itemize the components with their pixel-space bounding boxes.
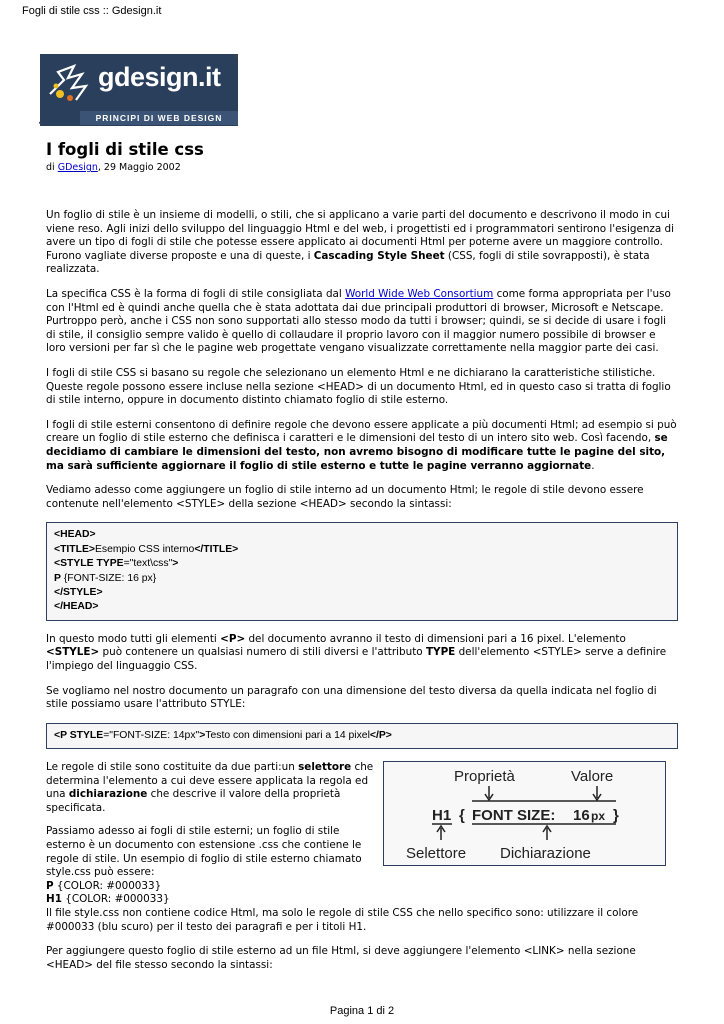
code-text: ="text\css" (123, 558, 173, 570)
diagram-unit: px (591, 809, 606, 824)
paragraph: I fogli di stile CSS si basano su regole che selezionano un elemento Html e ne dichiarano la caratteristiche stilistiche. Queste regole possono essere incluse nella sezione <HEAD> di un documento Html, ed in questo caso si tratta di foglio di stile interno, oppure in documento distinto chiamato foglio di stile esterno. (46, 366, 671, 407)
code-text: ="FONT-SIZE: 14px" (103, 729, 200, 741)
logo-tagline: PRINCIPI DI WEB DESIGN (80, 111, 238, 125)
code-tag: </TITLE> (194, 543, 239, 555)
css-rule-diagram (383, 761, 666, 866)
diagram-label-value: Valore (571, 768, 614, 786)
article-body (46, 209, 678, 983)
w3c-link[interactable]: World Wide Web Consortium (345, 287, 494, 300)
code-block-internal-style (46, 522, 678, 620)
text: del documento avranno il testo di dimensioni pari a 16 pixel. L'elemento (245, 632, 626, 645)
diagram-value: 16 (573, 807, 590, 825)
bold-text: P (46, 879, 54, 892)
paragraph (46, 288, 678, 356)
diagram-label-declaration: Dichiarazione (500, 845, 591, 863)
text: può contenere un qualsiasi numero di stili diversi e l'attributo (99, 646, 426, 659)
text: Passiamo adesso ai fogli di stile esterni; un foglio di stile esterno è un documento con estensione .css che contiene le regole di stile. Un esempio di foglio di stile esterno chiamato style.css può essere: (46, 825, 362, 879)
diagram-label-property: Proprietà (454, 768, 515, 786)
paragraph: Se vogliamo nel nostro documento un paragrafo con una dimensione del testo diversa da quella indicata nel foglio di stile possiamo usare l'attributo STYLE: (46, 684, 657, 711)
code-tag: <HEAD> (54, 529, 96, 541)
text: dell'elemento <STYLE> serve a definire l'impiego del linguaggio CSS. (46, 646, 667, 672)
text: come forma appropriata per l'uso con l'Html ed è quindi anche quella che è stata adottata dai due principali produttori di browser, Microsoft e Netscape. Purtroppo però, anche i CSS non sono supportati allo stesso modo da tutti i browser; quindi, se si decide di usare i fogli di stile, il consiglio sempre valido è quello di collaudare il proprio lavoro con il maggior numero possibile di browser e loro versioni per far sì che le pagine web progettate vengano visualizzate correttamente nella maggior parte dei casi. (46, 287, 671, 355)
byline-prefix: di (46, 162, 58, 173)
code-text: {FONT-SIZE: 16 px} (60, 572, 157, 584)
text: {COLOR: #000033} (61, 893, 170, 906)
code-tag: > (172, 558, 179, 570)
paragraph (46, 761, 376, 815)
code-block-inline-style (46, 723, 678, 749)
diagram-selector: H1 (432, 807, 452, 825)
article-date: , 29 Maggio 2002 (97, 162, 181, 173)
text: In questo modo tutti gli elementi (46, 632, 221, 645)
text: . (591, 459, 595, 472)
bold-text: <STYLE> (46, 646, 100, 659)
article-title: I fogli di stile css (46, 140, 204, 159)
text: (CSS, fogli di stile sovrapposti), è stata realizzata. (46, 249, 650, 276)
code-tag: > (199, 729, 206, 741)
paragraph: Per aggiungere questo foglio di stile esterno ad un file Html, si deve aggiungere l'elemento <LINK> nella sezione <HEAD> del file stesso secondo la sintassi: (46, 945, 636, 971)
css-rule-diagram-svg (384, 762, 665, 865)
paragraph (46, 419, 678, 473)
rule-explanation-section (46, 761, 678, 907)
bold-text: TYPE (425, 646, 456, 659)
diagram-brace-close: } (613, 807, 619, 825)
code-tag: </P> (369, 729, 392, 741)
bold-text: Cascading Style Sheet (313, 249, 445, 262)
paragraph (46, 209, 678, 277)
code-text: Esempio CSS interno (95, 543, 195, 555)
paragraph (46, 825, 376, 907)
bold-text: dichiarazione (68, 788, 148, 801)
text: che descrive il valore della proprietà specificata. (46, 788, 341, 814)
corner-mark-icon: ↖ (38, 120, 44, 128)
site-logo[interactable] (40, 54, 238, 126)
text: {COLOR: #000033} (53, 879, 162, 892)
text: Un foglio di stile è un insieme di modelli, o stili, che si applicano a varie parti del documento e descrivono il modo in cui viene reso. Agli inizi dello sviluppo del linguaggio Html e del web, i progettisti ed i programmatori sentirono l'esigenza di avere un tipo di fogli di stile che potesse essere applicato ai documenti Html per poterne avere un maggiore controllo. Furono vagliate diverse proposte e una di queste, i (46, 209, 675, 262)
paragraph: Vediamo adesso come aggiungere un foglio di stile interno ad un documento Html; le regole di stile devono essere contenute nell'elemento <STYLE> della sezione <HEAD> secondo la sintassi: (46, 484, 644, 510)
code-tag: <TITLE> (54, 543, 95, 555)
diagram-brace-open: { (459, 807, 465, 825)
page-number: Pagina 1 di 2 (329, 1005, 395, 1017)
rule-explanation-text (46, 761, 376, 917)
diagram-label-selector: Selettore (406, 845, 467, 863)
paragraph (46, 633, 678, 674)
bold-text: H1 (46, 893, 62, 906)
code-tag: </STYLE> (54, 586, 103, 598)
code-text: Testo con dimensioni pari a 14 pixel (205, 729, 370, 741)
code-tag: </HEAD> (54, 601, 99, 613)
bold-text: selettore (298, 761, 352, 774)
paragraph: Il file style.css non contiene codice Html, ma solo le regole di stile CSS che nello specifico sono: utilizzare il colore #000033 (blu scuro) per il testo dei paragrafi e per i titoli H1. (46, 907, 639, 933)
text: I fogli di stile esterni consentono di definire regole che devono essere applicate a più documenti Html; ad esempio si può creare un foglio di stile esterno che definisca i caratteri e le dimensioni del testo di un intero sito web. Così facendo, (46, 418, 677, 445)
bold-text: <P> (220, 632, 246, 645)
corner-mark-icon: ✕ (233, 53, 239, 61)
code-tag: <STYLE TYPE (54, 558, 124, 570)
code-tag: P (54, 572, 61, 584)
logo-graphic-icon (46, 60, 102, 106)
author-link[interactable]: GDesign (57, 162, 98, 173)
bold-text: se decidiamo di cambiare le dimensioni del testo, non avremo bisogno di modificare tutte le pagine del sito, ma sarà sufficiente aggiornare il foglio di stile esterno e tutte le pagine verranno aggiornate (46, 432, 668, 472)
text: Le regole di stile sono costituite da due parti:un (46, 761, 299, 774)
diagram-property: FONT SIZE: (472, 807, 556, 825)
article-byline (46, 162, 181, 173)
text: che determina l'elemento a cui deve essere applicata la regola ed una (46, 761, 374, 801)
code-tag: <P STYLE (54, 729, 104, 741)
print-header-title: Fogli di stile css :: Gdesign.it (22, 5, 162, 17)
logo-wordmark: gdesign.it (98, 62, 221, 92)
text: La specifica CSS è la forma di fogli di stile consigliata dal (46, 287, 346, 300)
